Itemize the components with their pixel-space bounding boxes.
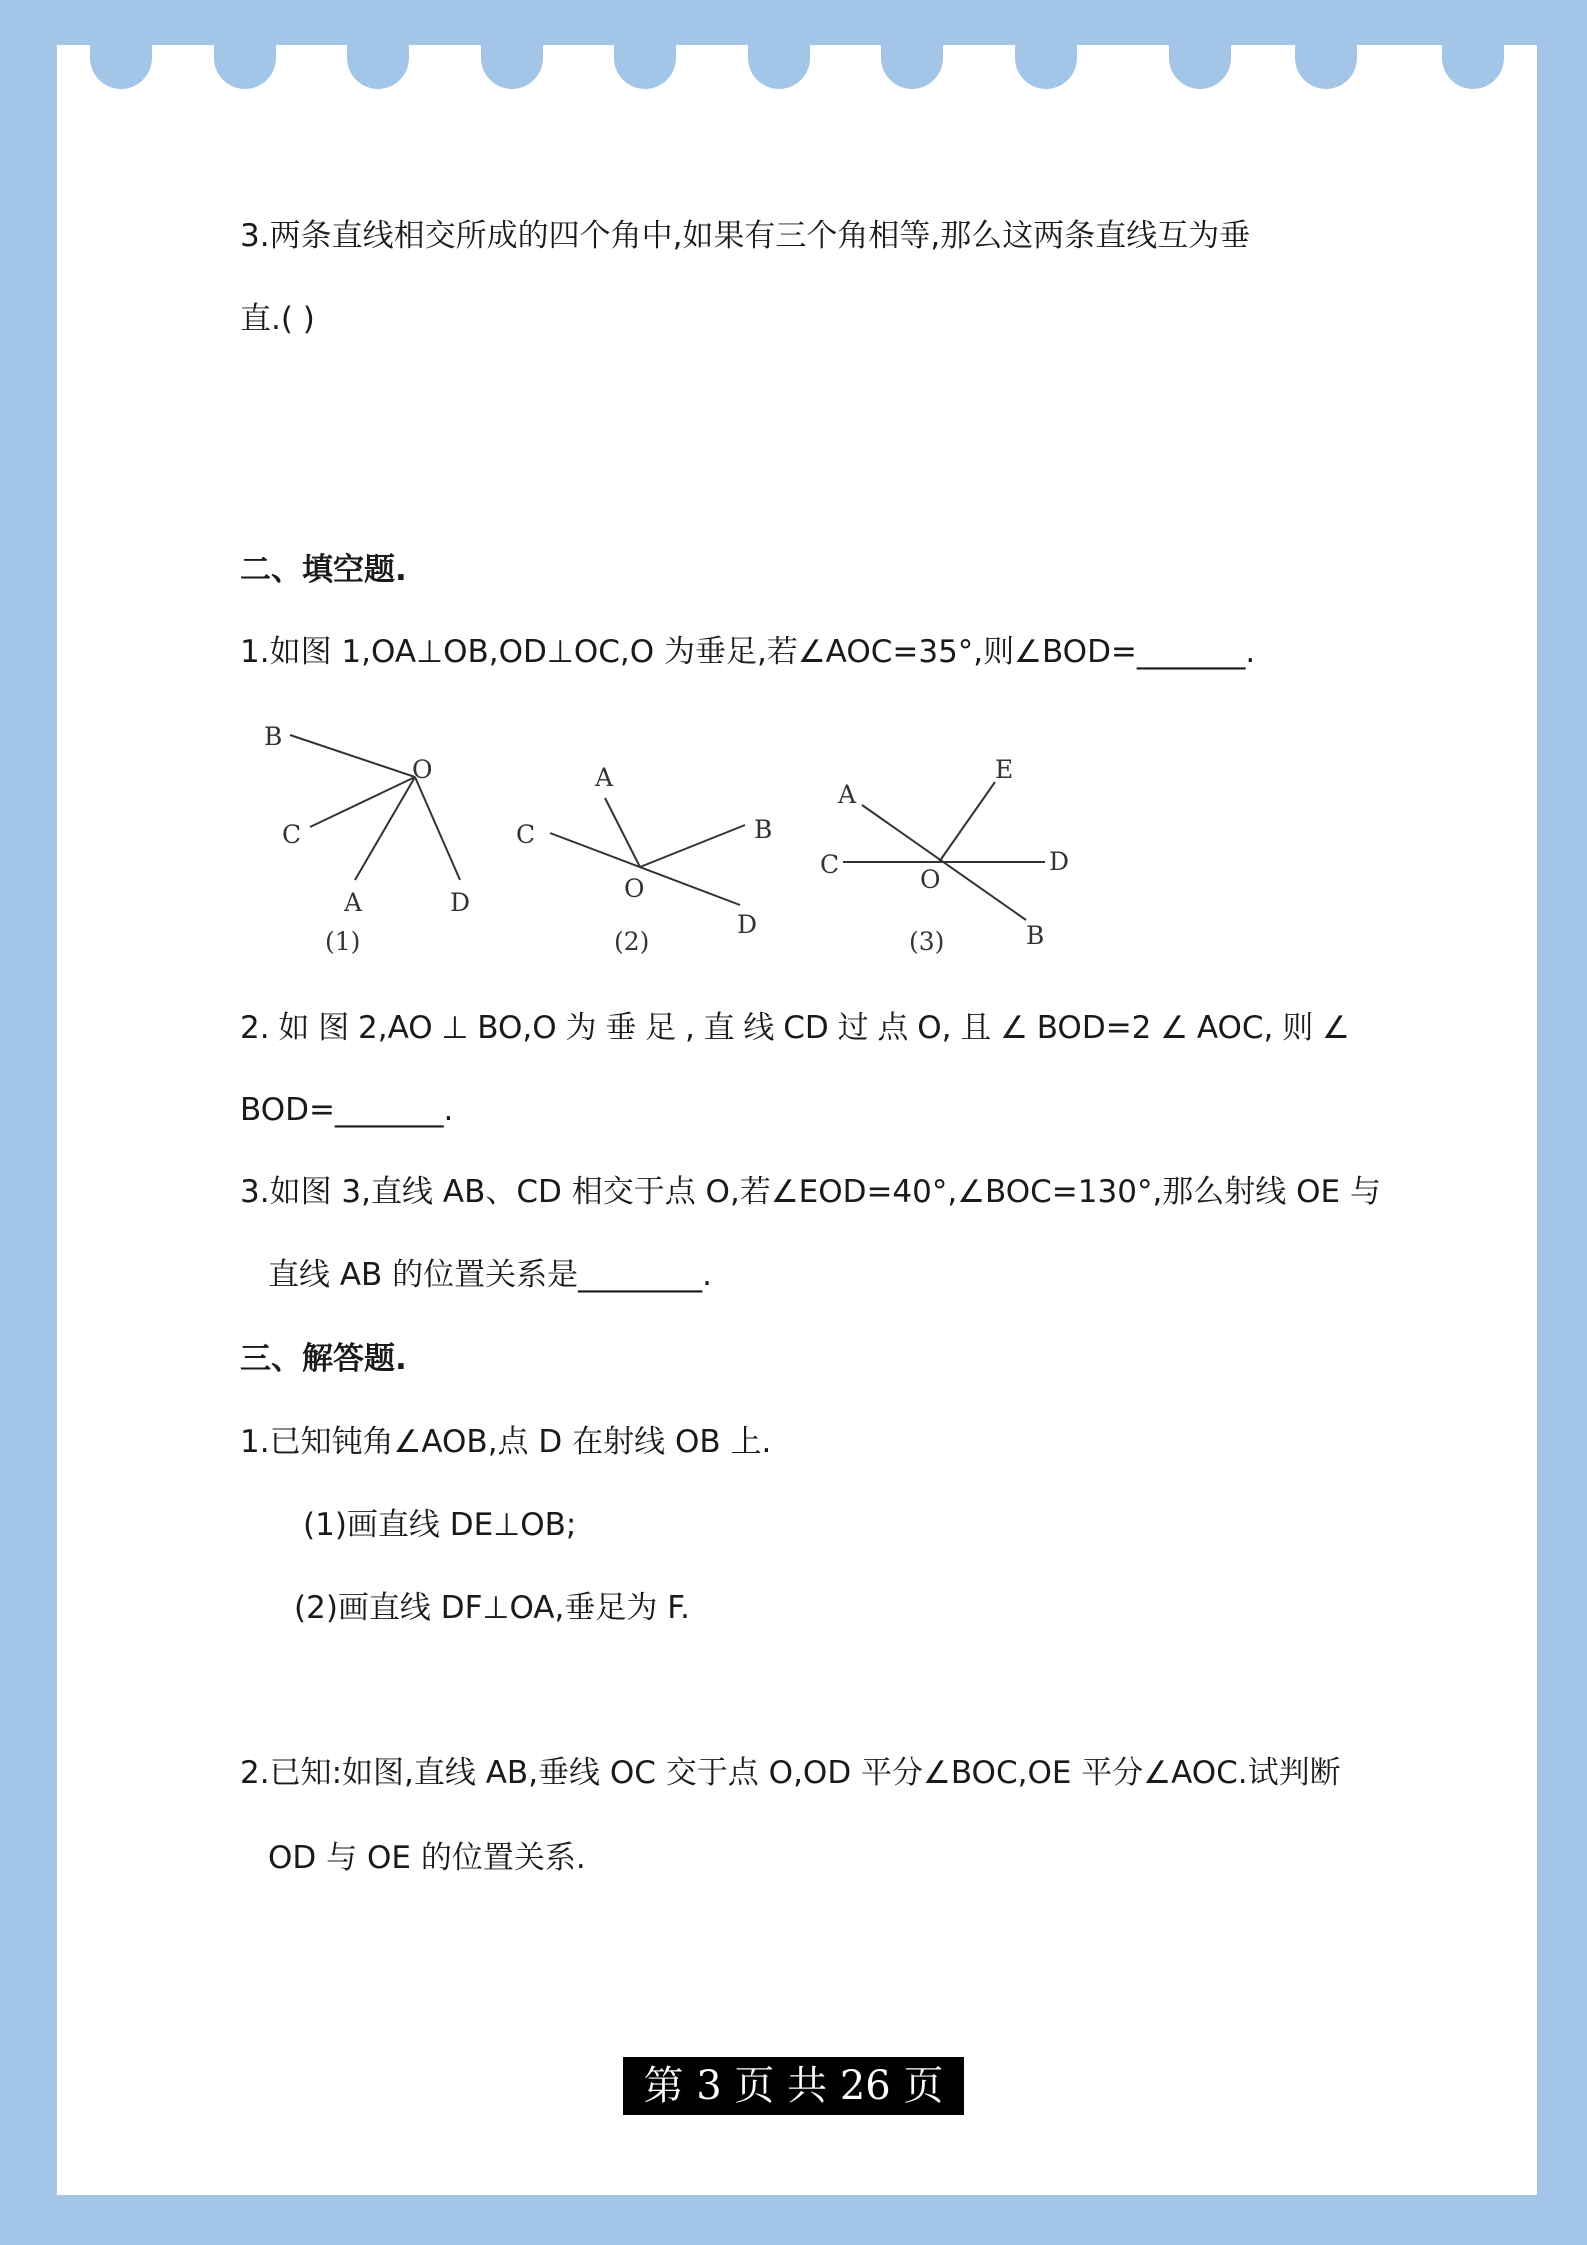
q2-token: ∠ — [1000, 1010, 1028, 1046]
section-title-answer: 三、解答题. — [240, 1341, 407, 1377]
q2-token: 2. — [240, 1010, 270, 1046]
ray-ob — [290, 735, 415, 777]
fig2-label-d: D — [737, 910, 758, 939]
fig1-caption: (1) — [325, 927, 361, 956]
binder-notch — [1295, 45, 1357, 89]
section-title-fill-blank: 二、填空题. — [240, 552, 407, 588]
figures-row — [240, 700, 1080, 964]
fig3-label-o: O — [920, 865, 941, 894]
fig1-label-c: C — [282, 820, 302, 849]
fig2-label-c: C — [516, 820, 536, 849]
ray-ob — [640, 825, 745, 867]
fig2-label-b: B — [754, 815, 773, 844]
ray-oa — [355, 777, 415, 880]
binder-notch — [1442, 45, 1504, 89]
binder-notch — [1169, 45, 1231, 89]
fig3-label-b: B — [1026, 921, 1045, 950]
q2-token: 垂 — [605, 1010, 637, 1046]
q2-token: 直 — [703, 1010, 735, 1046]
fig3-label-e: E — [995, 755, 1014, 784]
fig3-caption: (3) — [909, 927, 945, 956]
fill-question-3-line1: 3.如图 3,直线 AB、CD 相交于点 O,若∠EOD=40°,∠BOC=130°,那么射线 OE 与 — [240, 1174, 1381, 1210]
q2-token: ∠ — [1160, 1010, 1189, 1046]
q2-token: 2,AO — [358, 1010, 433, 1046]
q2-token: 如 — [278, 1010, 310, 1046]
answer-question-2-line1: 2.已知:如图,直线 AB,垂线 OC 交于点 O,OD 平分∠BOC,OE 平分∠AOC.试判断 — [240, 1755, 1341, 1791]
tf-question-3-line1: 3.两条直线相交所成的四个角中,如果有三个角相等,那么这两条直线互为垂 — [240, 218, 1251, 254]
q2-token: 且 — [960, 1010, 992, 1046]
tf-question-3-line2: 直.( ) — [240, 301, 315, 337]
fig1-label-b: B — [264, 722, 283, 751]
line-cd — [550, 833, 740, 905]
q2-token: ⊥ — [441, 1010, 469, 1046]
fig2-label-o: O — [624, 874, 645, 903]
fig3-label-a: A — [838, 780, 857, 809]
answer-question-1-part-a: (1)画直线 DE⊥OB; — [303, 1507, 577, 1543]
answer-question-2-line2: OD 与 OE 的位置关系. — [268, 1840, 586, 1876]
figure-1 — [264, 722, 470, 956]
binder-notch — [614, 45, 676, 89]
answer-question-1: 1.已知钝角∠AOB,点 D 在射线 OB 上. — [240, 1424, 772, 1460]
geometry-figures — [240, 700, 1080, 960]
fig3-label-c: C — [820, 850, 840, 879]
q2-token: 足 — [645, 1010, 677, 1046]
fig1-label-d: D — [450, 888, 471, 917]
fig1-label-a: A — [344, 888, 363, 917]
q2-token: O, — [917, 1010, 952, 1046]
q2-token: , — [684, 1010, 695, 1046]
ray-oe — [939, 782, 995, 862]
q2-token: ∠ — [1322, 1010, 1350, 1046]
fill-question-1: 1.如图 1,OA⊥OB,OD⊥OC,O 为垂足,若∠AOC=35°,则∠BOD=_______. — [240, 634, 1256, 670]
binder-notch — [1015, 45, 1077, 89]
ray-od — [415, 777, 460, 880]
binder-notch — [347, 45, 409, 89]
q2-token: 过 — [837, 1010, 869, 1046]
q2-token: 点 — [877, 1010, 909, 1046]
q2-token: 图 — [318, 1010, 350, 1046]
q2-token: 线 — [743, 1010, 775, 1046]
fill-question-2-line1 — [240, 1008, 1350, 1048]
binder-notch — [748, 45, 810, 89]
ray-oc — [310, 777, 415, 827]
figure-2 — [516, 763, 772, 956]
q2-token: BOD=2 — [1036, 1010, 1152, 1046]
q2-token: BO,O — [477, 1010, 557, 1046]
q2-token: 则 — [1282, 1010, 1314, 1046]
page-number-footer: 第 3 页 共 26 页 — [623, 2057, 964, 2115]
figure-3 — [820, 755, 1069, 956]
fig3-label-d: D — [1049, 847, 1070, 876]
answer-question-1-part-b: (2)画直线 DF⊥OA,垂足为 F. — [294, 1590, 690, 1626]
binder-notch — [90, 45, 152, 89]
q2-token: CD — [783, 1010, 829, 1046]
binder-notch — [881, 45, 943, 89]
binder-notch — [214, 45, 276, 89]
fig2-caption: (2) — [614, 927, 650, 956]
binder-notch — [481, 45, 543, 89]
fig1-label-o: O — [412, 755, 433, 784]
fill-question-3-line2: 直线 AB 的位置关系是________. — [268, 1257, 713, 1293]
fill-question-2-line2: BOD=_______. — [240, 1092, 454, 1128]
fig2-label-a: A — [595, 763, 614, 792]
q2-token: 为 — [565, 1010, 597, 1046]
q2-token: AOC, — [1196, 1010, 1274, 1046]
